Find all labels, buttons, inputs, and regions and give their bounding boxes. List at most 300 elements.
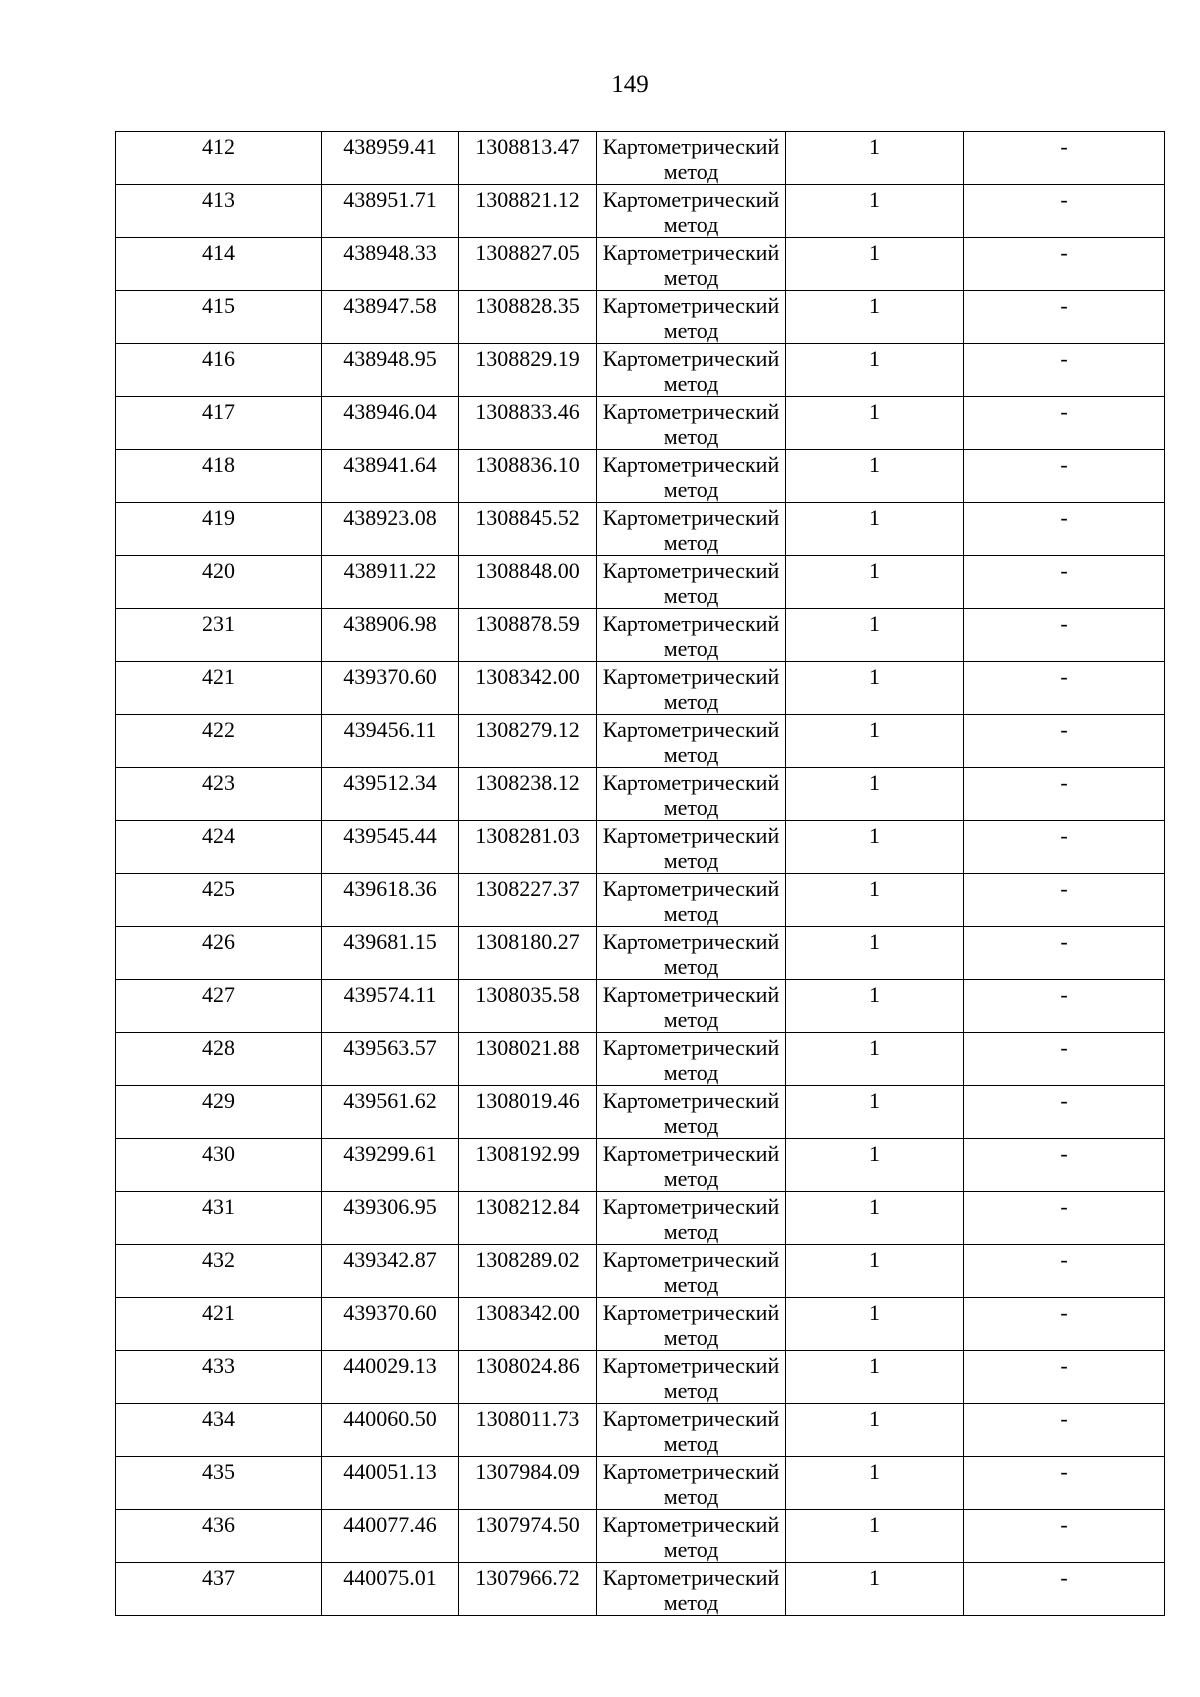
accuracy-cell — [786, 874, 964, 927]
method-cell — [597, 1086, 786, 1139]
method-cell — [597, 1510, 786, 1563]
cell-text: Картометрический метод — [602, 611, 780, 661]
accuracy-cell — [786, 1192, 964, 1245]
cell-text: 1308281.03 — [475, 823, 580, 848]
cell-text: 1308227.37 — [475, 876, 580, 901]
accuracy-cell — [786, 1404, 964, 1457]
description-cell — [964, 768, 1165, 821]
cell-text: - — [1060, 1512, 1068, 1537]
cell-text: 439563.57 — [343, 1035, 437, 1060]
cell-text: - — [1060, 134, 1068, 159]
cell-text: 439370.60 — [343, 664, 437, 689]
table-row — [116, 397, 1165, 450]
cell-text: 438947.58 — [343, 293, 437, 318]
cell-text: 415 — [202, 293, 235, 318]
cell-text: 1308192.99 — [475, 1141, 580, 1166]
cell-text: - — [1060, 823, 1068, 848]
cell-text: Картометрический метод — [602, 876, 780, 926]
point-number-cell — [116, 1457, 322, 1510]
table-row — [116, 1298, 1165, 1351]
table-row — [116, 1245, 1165, 1298]
x-coordinate-cell — [322, 450, 459, 503]
accuracy-cell — [786, 715, 964, 768]
cell-text: Картометрический метод — [602, 1300, 780, 1350]
accuracy-cell — [786, 556, 964, 609]
table-row — [116, 450, 1165, 503]
point-number-cell — [116, 609, 322, 662]
cell-text: 434 — [202, 1406, 235, 1431]
method-cell — [597, 238, 786, 291]
accuracy-cell — [786, 1457, 964, 1510]
cell-text: 418 — [202, 452, 235, 477]
cell-text: - — [1060, 1300, 1068, 1325]
cell-text: Картометрический метод — [602, 452, 780, 502]
cell-text: 1307984.09 — [475, 1459, 580, 1484]
method-cell — [597, 450, 786, 503]
cell-text: Картометрический метод — [602, 1141, 780, 1191]
table-row — [116, 344, 1165, 397]
cell-text: 420 — [202, 558, 235, 583]
cell-text: 1 — [869, 823, 880, 848]
point-number-cell — [116, 768, 322, 821]
accuracy-cell — [786, 1086, 964, 1139]
cell-text: - — [1060, 1565, 1068, 1590]
cell-text: 438911.22 — [343, 558, 437, 583]
point-number-cell — [116, 874, 322, 927]
method-cell — [597, 503, 786, 556]
cell-text: 439306.95 — [343, 1194, 437, 1219]
cell-text: - — [1060, 611, 1068, 636]
accuracy-cell — [786, 1510, 964, 1563]
cell-text: 425 — [202, 876, 235, 901]
accuracy-cell — [786, 397, 964, 450]
point-number-cell — [116, 238, 322, 291]
cell-text: 1308289.02 — [475, 1247, 580, 1272]
x-coordinate-cell — [322, 874, 459, 927]
point-number-cell — [116, 503, 322, 556]
cell-text: 1 — [869, 929, 880, 954]
cell-text: 438941.64 — [343, 452, 437, 477]
x-coordinate-cell — [322, 1404, 459, 1457]
description-cell — [964, 1086, 1165, 1139]
y-coordinate-cell — [459, 1245, 597, 1298]
description-cell — [964, 1351, 1165, 1404]
cell-text: Картометрический метод — [602, 823, 780, 873]
table-row — [116, 980, 1165, 1033]
cell-text: 438906.98 — [343, 611, 437, 636]
point-number-cell — [116, 1086, 322, 1139]
cell-text: - — [1060, 1035, 1068, 1060]
table-row — [116, 1510, 1165, 1563]
cell-text: 439618.36 — [343, 876, 437, 901]
x-coordinate-cell — [322, 662, 459, 715]
method-cell — [597, 344, 786, 397]
point-number-cell — [116, 715, 322, 768]
x-coordinate-cell — [322, 238, 459, 291]
accuracy-cell — [786, 503, 964, 556]
point-number-cell — [116, 927, 322, 980]
cell-text: 440060.50 — [343, 1406, 437, 1431]
x-coordinate-cell — [322, 1298, 459, 1351]
cell-text: 1308827.05 — [475, 240, 580, 265]
cell-text: 1 — [869, 611, 880, 636]
description-cell — [964, 1298, 1165, 1351]
y-coordinate-cell — [459, 238, 597, 291]
description-cell — [964, 1033, 1165, 1086]
cell-text: 1308813.47 — [475, 134, 580, 159]
cell-text: 1308845.52 — [475, 505, 580, 530]
cell-text: 1 — [869, 558, 880, 583]
cell-text: - — [1060, 876, 1068, 901]
cell-text: 440029.13 — [343, 1353, 437, 1378]
method-cell — [597, 609, 786, 662]
accuracy-cell — [786, 291, 964, 344]
cell-text: 1 — [869, 1353, 880, 1378]
cell-text: 1 — [869, 1300, 880, 1325]
cell-text: 439299.61 — [343, 1141, 437, 1166]
point-number-cell — [116, 185, 322, 238]
y-coordinate-cell — [459, 397, 597, 450]
cell-text: 1 — [869, 346, 880, 371]
cell-text: 1 — [869, 1088, 880, 1113]
cell-text: 439342.87 — [343, 1247, 437, 1272]
cell-text: 1 — [869, 717, 880, 742]
cell-text: 429 — [202, 1088, 235, 1113]
accuracy-cell — [786, 662, 964, 715]
x-coordinate-cell — [322, 1245, 459, 1298]
cell-text: 412 — [202, 134, 235, 159]
page-number: 149 — [611, 71, 649, 98]
y-coordinate-cell — [459, 450, 597, 503]
cell-text: - — [1060, 1194, 1068, 1219]
cell-text: 438923.08 — [343, 505, 437, 530]
cell-text: 439561.62 — [343, 1088, 437, 1113]
accuracy-cell — [786, 450, 964, 503]
method-cell — [597, 1033, 786, 1086]
cell-text: 439681.15 — [343, 929, 437, 954]
description-cell — [964, 1457, 1165, 1510]
point-number-cell — [116, 450, 322, 503]
y-coordinate-cell — [459, 556, 597, 609]
cell-text: - — [1060, 452, 1068, 477]
cell-text: 436 — [202, 1512, 235, 1537]
cell-text: 1 — [869, 1459, 880, 1484]
table-row — [116, 1139, 1165, 1192]
method-cell — [597, 874, 786, 927]
cell-text: 422 — [202, 717, 235, 742]
method-cell — [597, 1457, 786, 1510]
x-coordinate-cell — [322, 768, 459, 821]
cell-text: 414 — [202, 240, 235, 265]
cell-text: 1308180.27 — [475, 929, 580, 954]
cell-text: - — [1060, 1406, 1068, 1431]
cell-text: 438948.33 — [343, 240, 437, 265]
cell-text: 1307966.72 — [475, 1565, 580, 1590]
point-number-cell — [116, 980, 322, 1033]
x-coordinate-cell — [322, 1086, 459, 1139]
y-coordinate-cell — [459, 1563, 597, 1616]
table-row — [116, 1086, 1165, 1139]
cell-text: Картометрический метод — [602, 240, 780, 290]
method-cell — [597, 1563, 786, 1616]
x-coordinate-cell — [322, 1563, 459, 1616]
y-coordinate-cell — [459, 185, 597, 238]
cell-text: 1 — [869, 1035, 880, 1060]
point-number-cell — [116, 1563, 322, 1616]
y-coordinate-cell — [459, 503, 597, 556]
x-coordinate-cell — [322, 503, 459, 556]
x-coordinate-cell — [322, 1033, 459, 1086]
cell-text: 424 — [202, 823, 235, 848]
cell-text: 1 — [869, 1512, 880, 1537]
cell-text: 1 — [869, 1247, 880, 1272]
cell-text: 1 — [869, 134, 880, 159]
cell-text: 433 — [202, 1353, 235, 1378]
cell-text: Картометрический метод — [602, 1512, 780, 1562]
cell-text: 1 — [869, 452, 880, 477]
accuracy-cell — [786, 927, 964, 980]
cell-text: 1308019.46 — [475, 1088, 580, 1113]
description-cell — [964, 980, 1165, 1033]
accuracy-cell — [786, 1139, 964, 1192]
cell-text: 1 — [869, 1194, 880, 1219]
method-cell — [597, 715, 786, 768]
y-coordinate-cell — [459, 1033, 597, 1086]
method-cell — [597, 291, 786, 344]
cell-text: 1 — [869, 187, 880, 212]
description-cell — [964, 821, 1165, 874]
cell-text: 1 — [869, 982, 880, 1007]
cell-text: - — [1060, 558, 1068, 583]
point-number-cell — [116, 1351, 322, 1404]
accuracy-cell — [786, 132, 964, 185]
cell-text: Картометрический метод — [602, 399, 780, 449]
cell-text: 1308238.12 — [475, 770, 580, 795]
y-coordinate-cell — [459, 927, 597, 980]
method-cell — [597, 1139, 786, 1192]
point-number-cell — [116, 1139, 322, 1192]
cell-text: 1308035.58 — [475, 982, 580, 1007]
y-coordinate-cell — [459, 768, 597, 821]
cell-text: 1308878.59 — [475, 611, 580, 636]
cell-text: 1308833.46 — [475, 399, 580, 424]
y-coordinate-cell — [459, 1351, 597, 1404]
description-cell — [964, 185, 1165, 238]
cell-text: 416 — [202, 346, 235, 371]
cell-text: - — [1060, 187, 1068, 212]
cell-text: 1308024.86 — [475, 1353, 580, 1378]
description-cell — [964, 397, 1165, 450]
method-cell — [597, 132, 786, 185]
point-number-cell — [116, 132, 322, 185]
cell-text: 1 — [869, 770, 880, 795]
accuracy-cell — [786, 1033, 964, 1086]
cell-text: Картометрический метод — [602, 1353, 780, 1403]
cell-text: 1308011.73 — [475, 1406, 580, 1431]
cell-text: 427 — [202, 982, 235, 1007]
y-coordinate-cell — [459, 1086, 597, 1139]
y-coordinate-cell — [459, 132, 597, 185]
cell-text: 1 — [869, 664, 880, 689]
cell-text: Картометрический метод — [602, 770, 780, 820]
y-coordinate-cell — [459, 609, 597, 662]
cell-text: Картометрический метод — [602, 1247, 780, 1297]
x-coordinate-cell — [322, 1192, 459, 1245]
method-cell — [597, 1192, 786, 1245]
cell-text: Картометрический метод — [602, 664, 780, 714]
y-coordinate-cell — [459, 1139, 597, 1192]
cell-text: 439370.60 — [343, 1300, 437, 1325]
x-coordinate-cell — [322, 397, 459, 450]
table-row — [116, 132, 1165, 185]
cell-text: - — [1060, 1353, 1068, 1378]
cell-text: 1308279.12 — [475, 717, 580, 742]
x-coordinate-cell — [322, 715, 459, 768]
cell-text: 440077.46 — [343, 1512, 437, 1537]
cell-text: 1 — [869, 1141, 880, 1166]
description-cell — [964, 1245, 1165, 1298]
description-cell — [964, 132, 1165, 185]
cell-text: - — [1060, 1088, 1068, 1113]
cell-text: - — [1060, 399, 1068, 424]
cell-text: 428 — [202, 1035, 235, 1060]
cell-text: Картометрический метод — [602, 134, 780, 184]
cell-text: 417 — [202, 399, 235, 424]
point-number-cell — [116, 291, 322, 344]
cell-text: 439512.34 — [343, 770, 437, 795]
cell-text: - — [1060, 293, 1068, 318]
cell-text: - — [1060, 346, 1068, 371]
cell-text: 421 — [202, 664, 235, 689]
x-coordinate-cell — [322, 1510, 459, 1563]
table-row — [116, 715, 1165, 768]
description-cell — [964, 662, 1165, 715]
description-cell — [964, 609, 1165, 662]
x-coordinate-cell — [322, 291, 459, 344]
y-coordinate-cell — [459, 291, 597, 344]
cell-text: 438948.95 — [343, 346, 437, 371]
cell-text: 426 — [202, 929, 235, 954]
table-row — [116, 1192, 1165, 1245]
cell-text: 231 — [202, 611, 235, 636]
accuracy-cell — [786, 238, 964, 291]
x-coordinate-cell — [322, 821, 459, 874]
y-coordinate-cell — [459, 1404, 597, 1457]
accuracy-cell — [786, 1245, 964, 1298]
cell-text: 440051.13 — [343, 1459, 437, 1484]
accuracy-cell — [786, 821, 964, 874]
cell-text: 1308829.19 — [475, 346, 580, 371]
cell-text: 439456.11 — [343, 717, 437, 742]
table-row — [116, 1563, 1165, 1616]
table-row — [116, 768, 1165, 821]
x-coordinate-cell — [322, 1139, 459, 1192]
cell-text: - — [1060, 1141, 1068, 1166]
x-coordinate-cell — [322, 185, 459, 238]
table-row — [116, 1033, 1165, 1086]
cell-text: Картометрический метод — [602, 505, 780, 555]
cell-text: 439545.44 — [343, 823, 437, 848]
cell-text: - — [1060, 717, 1068, 742]
description-cell — [964, 1563, 1165, 1616]
y-coordinate-cell — [459, 980, 597, 1033]
cell-text: 432 — [202, 1247, 235, 1272]
y-coordinate-cell — [459, 1298, 597, 1351]
description-cell — [964, 291, 1165, 344]
y-coordinate-cell — [459, 662, 597, 715]
accuracy-cell — [786, 344, 964, 397]
cell-text: Картометрический метод — [602, 1406, 780, 1456]
cell-text: - — [1060, 929, 1068, 954]
cell-text: Картометрический метод — [602, 187, 780, 237]
point-number-cell — [116, 397, 322, 450]
description-cell — [964, 927, 1165, 980]
description-cell — [964, 874, 1165, 927]
cell-text: 1308836.10 — [475, 452, 580, 477]
cell-text: 435 — [202, 1459, 235, 1484]
y-coordinate-cell — [459, 1192, 597, 1245]
method-cell — [597, 1351, 786, 1404]
description-cell — [964, 1139, 1165, 1192]
x-coordinate-cell — [322, 1351, 459, 1404]
y-coordinate-cell — [459, 1510, 597, 1563]
description-cell — [964, 1510, 1165, 1563]
point-number-cell — [116, 1404, 322, 1457]
cell-text: 1308821.12 — [475, 187, 580, 212]
description-cell — [964, 344, 1165, 397]
table-row — [116, 1457, 1165, 1510]
table-row — [116, 927, 1165, 980]
cell-text: 438946.04 — [343, 399, 437, 424]
point-number-cell — [116, 662, 322, 715]
cell-text: 440075.01 — [343, 1565, 437, 1590]
point-number-cell — [116, 556, 322, 609]
accuracy-cell — [786, 768, 964, 821]
accuracy-cell — [786, 1298, 964, 1351]
method-cell — [597, 1245, 786, 1298]
cell-text: 1 — [869, 1565, 880, 1590]
x-coordinate-cell — [322, 980, 459, 1033]
x-coordinate-cell — [322, 132, 459, 185]
cell-text: 431 — [202, 1194, 235, 1219]
cell-text: 1 — [869, 505, 880, 530]
cell-text: 438959.41 — [343, 134, 437, 159]
table-row — [116, 609, 1165, 662]
point-number-cell — [116, 821, 322, 874]
table-row — [116, 821, 1165, 874]
point-number-cell — [116, 1245, 322, 1298]
y-coordinate-cell — [459, 821, 597, 874]
cell-text: 1308021.88 — [475, 1035, 580, 1060]
cell-text: 419 — [202, 505, 235, 530]
table-row — [116, 1404, 1165, 1457]
cell-text: 1308848.00 — [475, 558, 580, 583]
description-cell — [964, 450, 1165, 503]
cell-text: 430 — [202, 1141, 235, 1166]
cell-text: Картометрический метод — [602, 982, 780, 1032]
description-cell — [964, 556, 1165, 609]
cell-text: - — [1060, 770, 1068, 795]
table-row — [116, 556, 1165, 609]
point-number-cell — [116, 1298, 322, 1351]
cell-text: Картометрический метод — [602, 1088, 780, 1138]
cell-text: 1 — [869, 399, 880, 424]
cell-text: 1 — [869, 293, 880, 318]
cell-text: Картометрический метод — [602, 293, 780, 343]
cell-text: 1308828.35 — [475, 293, 580, 318]
point-number-cell — [116, 1033, 322, 1086]
x-coordinate-cell — [322, 1457, 459, 1510]
